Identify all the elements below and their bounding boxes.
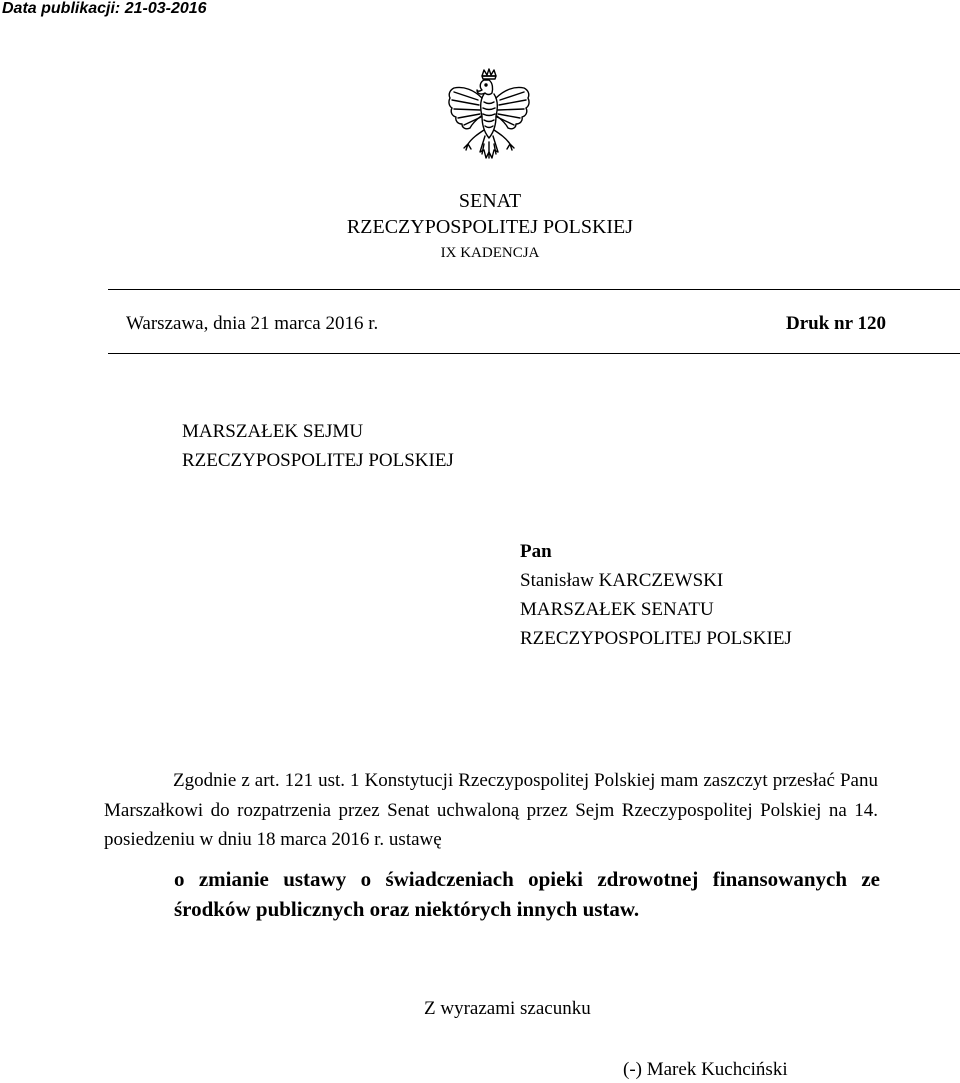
recipient-country: RZECZYPOSPOLITEJ POLSKIEJ bbox=[520, 628, 792, 649]
recipient-salutation: Pan bbox=[520, 541, 552, 562]
letter-closing: Z wyrazami szacunku bbox=[424, 998, 591, 1019]
letter-body: Zgodnie z art. 121 ust. 1 Konstytucji Rzeczypospolitej Polskiej mam zaszczyt przesłać Panu Marszałkowi do rozpatrzenia przez Senat uchwaloną przez Sejm Rzeczypospolitej Polskiej na 14. posiedzeniu w dniu 18 marca 2016 r. ustawę bbox=[104, 770, 878, 850]
institution-country: RZECZYPOSPOLITEJ POLSKIEJ bbox=[346, 216, 634, 238]
header-divider-top bbox=[108, 289, 960, 290]
header-divider-bottom bbox=[108, 353, 960, 354]
recipient-position: MARSZAŁEK SENATU bbox=[520, 599, 714, 620]
polish-eagle-icon bbox=[444, 68, 534, 164]
institution-name: SENAT bbox=[458, 190, 522, 212]
sender-title: MARSZAŁEK SEJMU bbox=[182, 421, 364, 442]
institution-term: IX KADENCJA bbox=[440, 245, 540, 261]
act-title: o zmianie ustawy o świadczeniach opieki zdrowotnej finansowanych ze środków publicznych oraz niektórych innych ustaw. bbox=[174, 867, 880, 921]
signature: (-) Marek Kuchciński bbox=[623, 1059, 788, 1080]
sender-country: RZECZYPOSPOLITEJ POLSKIEJ bbox=[182, 450, 454, 471]
place-and-date: Warszawa, dnia 21 marca 2016 r. bbox=[126, 313, 379, 334]
publication-date: Data publikacji: 21-03-2016 bbox=[2, 0, 207, 17]
print-number: Druk nr 120 bbox=[786, 313, 886, 334]
recipient-name: Stanisław KARCZEWSKI bbox=[520, 570, 724, 591]
